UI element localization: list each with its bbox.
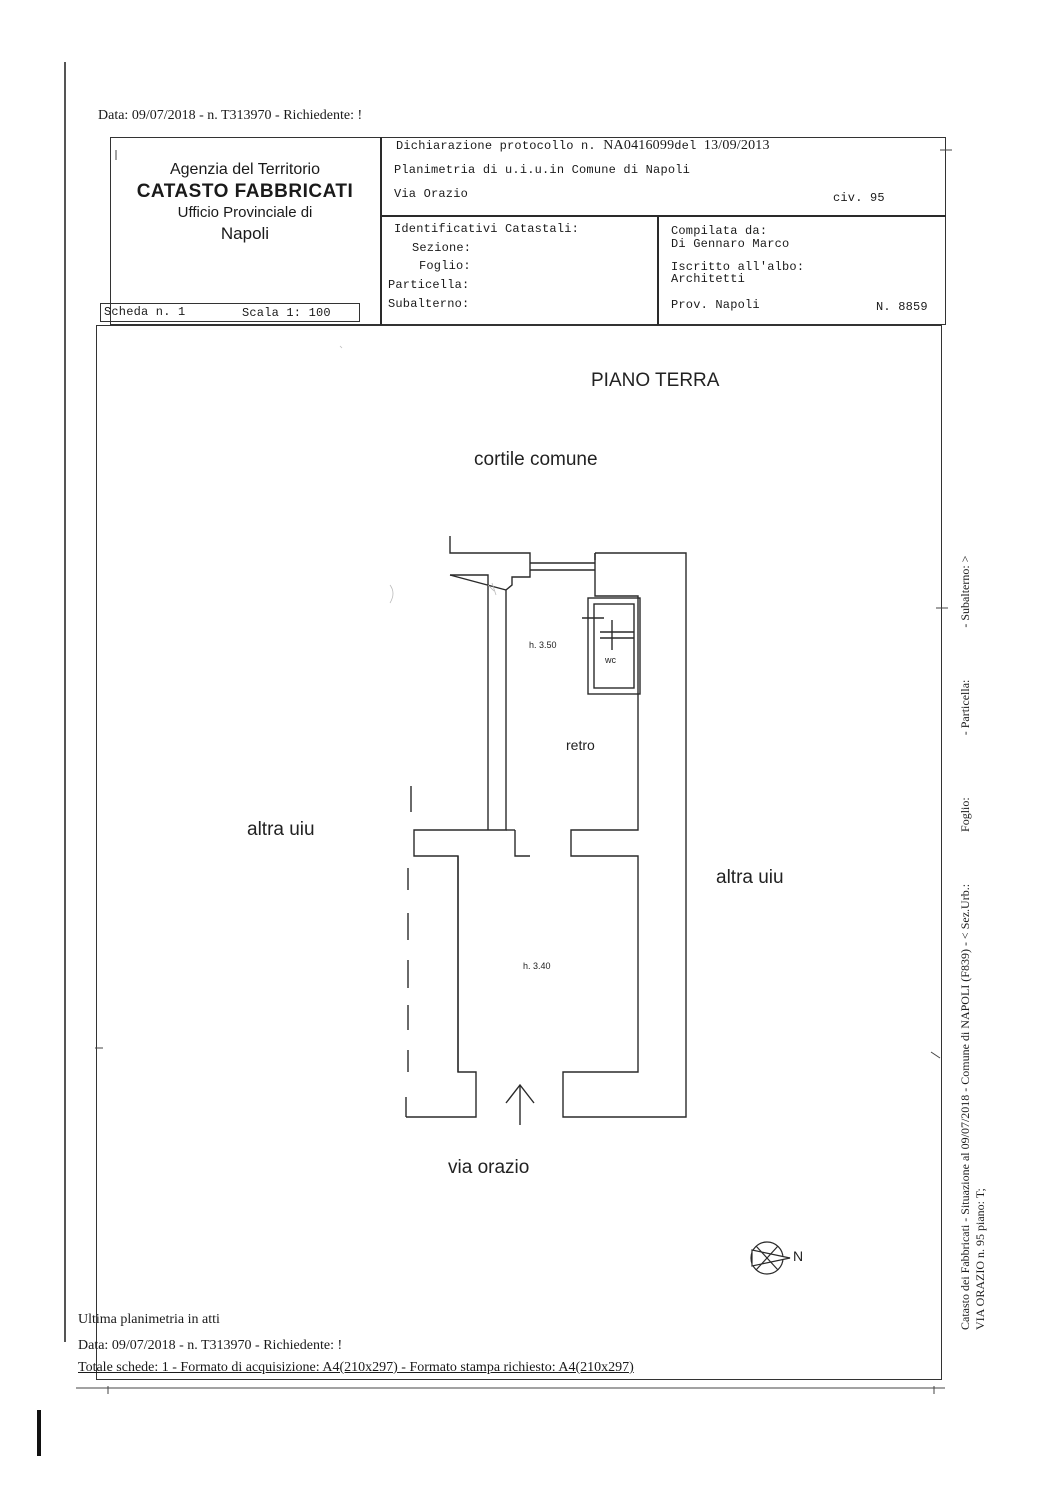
- street-label: via orazio: [448, 1157, 530, 1178]
- side-note: [958, 390, 988, 1330]
- footer-request-line: Data: 09/07/2018 - n. T313970 - Richiedente: !: [78, 1338, 343, 1353]
- height-back-label: h. 3.50: [529, 640, 557, 650]
- agency-office: Ufficio Provinciale di: [177, 203, 313, 221]
- protocol-date: 13/09/2013: [703, 138, 770, 153]
- side-note-particella: - Particella:: [958, 679, 972, 736]
- civic-number: civ. 95: [833, 191, 885, 205]
- street-line: Via Orazio: [394, 187, 469, 201]
- footer-last-plan: Ultima planimetria in atti: [78, 1312, 220, 1327]
- agency-name: Agenzia del Territorio: [169, 161, 320, 178]
- wc-room: [588, 598, 640, 694]
- cadastral-sheet: Foglio:: [419, 259, 471, 273]
- registered-label: Iscritto all'albo:: [671, 260, 805, 274]
- courtyard-label: cortile comune: [474, 449, 598, 470]
- north-label: N: [793, 1248, 804, 1264]
- scale: Scala 1: 100: [242, 306, 331, 320]
- cadastral-parcel: Particella:: [388, 278, 470, 292]
- compass-icon: [751, 1242, 790, 1274]
- height-front-label: h. 3.40: [523, 961, 551, 971]
- side-note-subalterno: - Subalterno: >: [958, 555, 972, 628]
- back-room-label: retro: [566, 737, 595, 753]
- registry: Architetti: [671, 272, 746, 286]
- side-note-line2: VIA ORAZIO n. 95 piano: T;: [973, 1188, 987, 1330]
- inner-wall-mid: [515, 830, 530, 856]
- planimetry-line: Planimetria di u.i.u.in Comune di Napoli: [394, 163, 691, 177]
- footer-totals-line: Totale schede: 1 - Formato di acquisizione: A4(210x297) - Formato stampa richiesto: A4(210x297): [78, 1360, 634, 1375]
- protocol-number: NA0416099: [603, 138, 675, 153]
- outer-wall-left: [406, 536, 530, 1117]
- side-note-foglio: Foglio:: [958, 797, 972, 832]
- compiler-label: Compilata da:: [671, 224, 768, 238]
- inner-wall-left: [450, 575, 488, 830]
- date-label: del: [674, 139, 697, 153]
- floor-label: PIANO TERRA: [591, 370, 720, 391]
- agency-city: Napoli: [220, 223, 270, 243]
- cadastral-section: Sezione:: [412, 241, 472, 255]
- compiler-number: N. 8859: [876, 300, 928, 314]
- protocol-label: Dichiarazione protocollo n.: [396, 139, 596, 153]
- cadastral-subaltern: Subalterno:: [388, 297, 470, 311]
- scheda-number: Scheda n. 1: [104, 305, 186, 319]
- cadastral-title: Identificativi Catastali:: [394, 222, 580, 236]
- side-note-line1: Catasto dei Fabbricati - Situazione al 09/07/2018 - Comune di NAPOLI (F839) - < Sez.Urb.:: [958, 883, 972, 1330]
- agency-department: CATASTO FABBRICATI: [136, 181, 354, 202]
- compiler-name: Di Gennaro Marco: [671, 237, 790, 251]
- wc-label: wc: [605, 655, 616, 665]
- top-request-line: Data: 09/07/2018 - n. T313970 - Richiedente: !: [98, 108, 363, 123]
- compiler-province: Prov. Napoli: [671, 298, 760, 312]
- right-unit-label: altra uiu: [716, 867, 784, 888]
- left-unit-label: altra uiu: [247, 819, 315, 840]
